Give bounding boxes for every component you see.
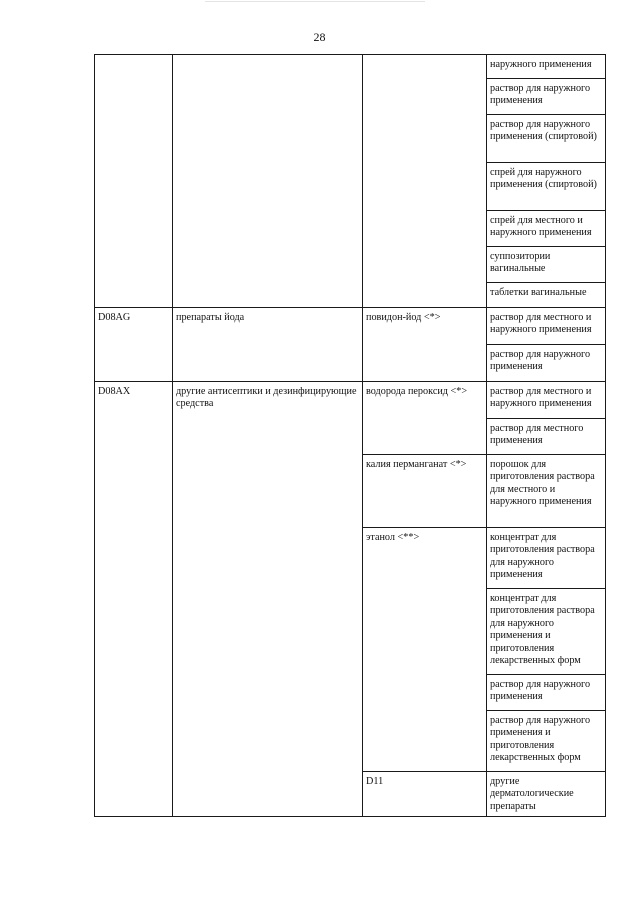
- table-row: [95, 308, 606, 345]
- dosage-form-cell: спрей для наружного применения (спиртовой): [487, 163, 606, 211]
- dosage-form-cell: раствор для местного и наружного применения: [487, 382, 606, 419]
- dosage-form-cell: порошок для приготовления раствора для местного и наружного применения: [487, 455, 606, 528]
- group-name-cell: другие антисептики и дезинфицирующие средства: [173, 382, 363, 817]
- dosage-form-cell: концентрат для приготовления раствора для наружного применения: [487, 528, 606, 589]
- table-row: [95, 55, 606, 79]
- group-name-cell: препараты йода: [173, 308, 363, 382]
- atc-code-cell: D08AX: [95, 382, 173, 817]
- dosage-form-cell: раствор для наружного применения и приготовления лекарственных форм: [487, 711, 606, 772]
- group-name-cell: [173, 55, 363, 308]
- drug-name-cell: этанол <**>: [363, 528, 487, 772]
- table-row: [95, 382, 606, 419]
- drug-name-cell: водорода пероксид <*>: [363, 382, 487, 455]
- drug-name-cell: калия перманганат <*>: [363, 455, 487, 528]
- atc-code-cell: [95, 55, 173, 308]
- scan-artifact-line: [205, 1, 425, 2]
- dosage-form-cell: спрей для местного и наружного применения: [487, 211, 606, 247]
- dosage-form-cell: раствор для местного и наружного применения: [487, 308, 606, 345]
- atc-code-cell: D11: [363, 772, 487, 817]
- group-name-cell: другие дерматологические препараты: [487, 772, 606, 817]
- dosage-form-cell: раствор для наружного применения: [487, 79, 606, 115]
- dosage-form-cell: раствор для наружного применения: [487, 345, 606, 382]
- dosage-form-cell: наружного применения: [487, 55, 606, 79]
- dosage-form-cell: концентрат для приготовления раствора для наружного применения и приготовления лекарственных форм: [487, 589, 606, 675]
- drug-table: [94, 54, 606, 817]
- dosage-form-cell: раствор для наружного применения (спиртовой): [487, 115, 606, 163]
- drug-name-cell: [363, 55, 487, 308]
- dosage-form-cell: таблетки вагинальные: [487, 283, 606, 308]
- dosage-form-cell: раствор для местного применения: [487, 419, 606, 455]
- page-number: 28: [313, 30, 326, 44]
- dosage-form-cell: суппозитории вагинальные: [487, 247, 606, 283]
- atc-code-cell: D08AG: [95, 308, 173, 382]
- dosage-form-cell: раствор для наружного применения: [487, 675, 606, 711]
- drug-name-cell: повидон-йод <*>: [363, 308, 487, 382]
